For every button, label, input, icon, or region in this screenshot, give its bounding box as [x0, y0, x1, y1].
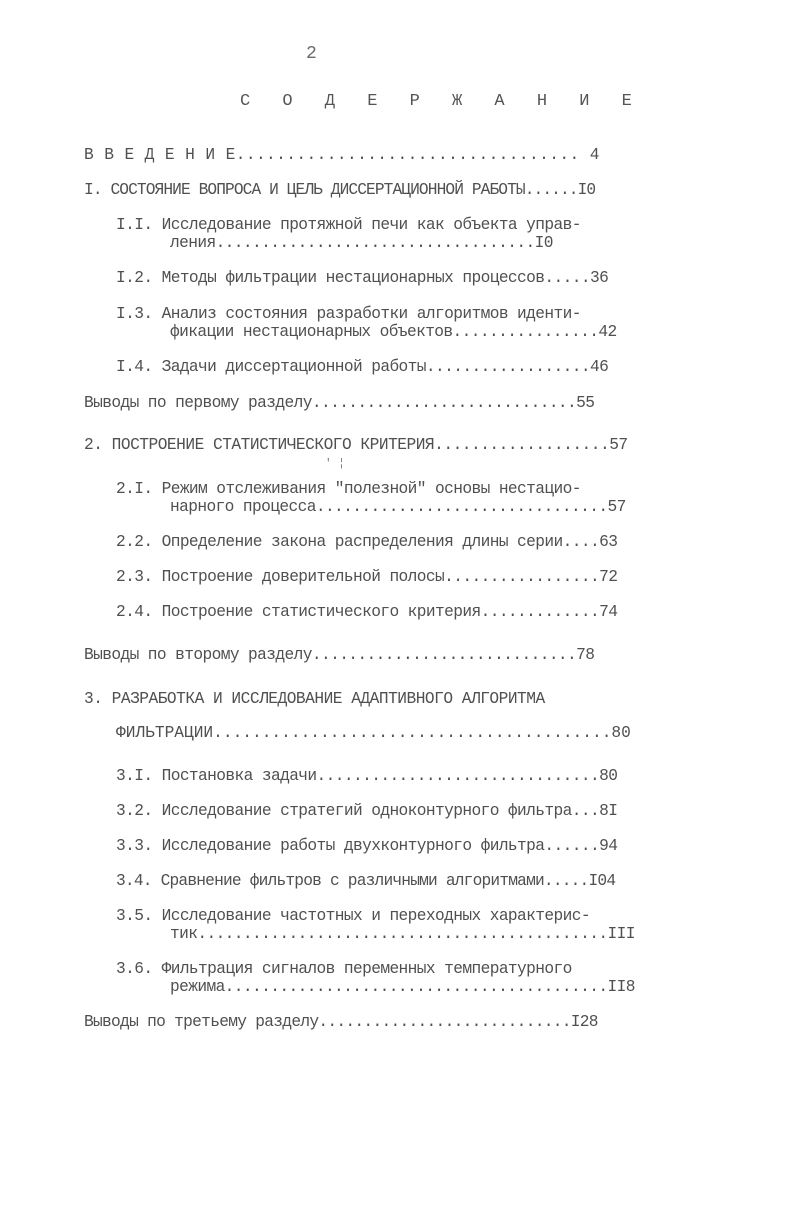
toc-entry-text: Методы фильтрации нестационарных процессов.....: [161, 269, 590, 287]
toc-page-number: 80: [611, 724, 631, 742]
toc-page-number: 57: [609, 436, 628, 454]
toc-page-number: 63: [599, 533, 618, 551]
toc-section-1-3-cont: [170, 323, 617, 341]
toc-entry-text: Задачи диссертационной работы..................: [161, 358, 590, 376]
toc-page-number: 46: [589, 358, 609, 376]
toc-section-number: 3.4.: [116, 872, 152, 890]
toc-entry-text: В В Е Д Е Н И Е..................................: [84, 146, 580, 164]
toc-section-number: 3.5.: [116, 907, 153, 925]
toc-section-3-5-cont: [170, 925, 635, 943]
page-number: 2: [306, 44, 317, 64]
toc-entry-text: Исследование протяжной печи как объекта управ-: [161, 216, 581, 234]
toc-section-number: 3.3.: [116, 837, 153, 855]
toc-section-number: 2.3.: [116, 568, 153, 586]
toc-section-2-4: [116, 603, 617, 621]
toc-section-3-3: [116, 837, 617, 855]
toc-section-3-2: [116, 802, 617, 820]
toc-conclusions-3: [84, 1013, 598, 1031]
toc-entry-text: Анализ состояния разработки алгоритмов иденти-: [161, 305, 581, 323]
toc-page-number: 42: [598, 323, 617, 341]
toc-entry-text: тик.............................................: [170, 925, 608, 943]
toc-section-3-1: [116, 767, 617, 785]
toc-section-number: 2.2.: [116, 533, 153, 551]
toc-page-number: 8I: [599, 802, 618, 820]
toc-section-2-1: [116, 480, 581, 498]
toc-section-number: 2.4.: [116, 603, 153, 621]
toc-entry-text: режима..........................................: [170, 978, 608, 996]
toc-section-number: 3.6.: [116, 960, 153, 978]
toc-entry-text: Исследование стратегий одноконтурного фильтра...: [161, 802, 600, 820]
toc-entry-text: фикации нестационарных объектов................: [170, 323, 599, 341]
toc-section-1-3: [116, 305, 581, 323]
toc-page-number: 80: [599, 767, 618, 785]
toc-page-number: I0: [534, 234, 553, 252]
toc-section-1-2: [116, 269, 608, 287]
toc-section-2-1-cont: [170, 498, 626, 516]
toc-page-number: 94: [599, 837, 618, 855]
toc-section-3-6: [116, 960, 572, 978]
toc-page-number: I0: [577, 181, 596, 199]
toc-page-number: I04: [588, 872, 616, 890]
toc-page-number: 55: [576, 394, 595, 412]
toc-page-number: 74: [599, 603, 618, 621]
toc-section-number: 2.I.: [116, 480, 153, 498]
toc-entry-text: Выводы по третьему разделу............................: [84, 1013, 571, 1031]
toc-chapter-2: [84, 436, 628, 454]
toc-section-3-5: [116, 907, 590, 925]
toc-entry-text: Сравнение фильтров с различными алгоритмами.....: [160, 872, 589, 890]
toc-entry-text: Исследование работы двухконтурного фильтра......: [161, 837, 600, 855]
toc-section-number: 3.2.: [116, 802, 153, 820]
toc-entry-text: Выводы по второму разделу.............................: [84, 646, 577, 664]
toc-page-number: II8: [607, 978, 635, 996]
toc-section-1-1: [116, 216, 581, 234]
stray-mark: ' ¦: [325, 458, 345, 470]
toc-chapter-3-cont: [116, 724, 631, 742]
toc-page-number: 72: [599, 568, 618, 586]
toc-conclusions-2: [84, 646, 594, 664]
toc-entry-text: Построение доверительной полосы.................: [161, 568, 600, 586]
toc-section-number: 3.I.: [116, 767, 153, 785]
toc-page-number: 78: [576, 646, 595, 664]
toc-section-1-4: [116, 358, 608, 376]
toc-entry-text: 2. ПОСТРОЕНИЕ СТАТИСТИЧЕСКОГО КРИТЕРИЯ...................: [84, 436, 610, 454]
toc-entry-text: ФИЛЬТРАЦИИ.........................................: [116, 724, 612, 742]
toc-chapter-3: [84, 690, 545, 708]
toc-entry-text: Выводы по первому разделу.............................: [84, 394, 577, 412]
toc-entry-text: нарного процесса................................: [170, 498, 608, 516]
toc-page-number: I28: [570, 1013, 598, 1031]
page-title: С О Д Е Р Ж А Н И Е: [240, 92, 643, 111]
toc-section-3-6-cont: [170, 978, 635, 996]
toc-section-number: I.3.: [116, 305, 153, 323]
toc-page-number: 4: [579, 146, 600, 164]
toc-entry-text: Режим отслеживания "полезной" основы нестацио-: [161, 480, 581, 498]
toc-section-number: I.2.: [116, 269, 153, 287]
toc-section-2-3: [116, 568, 617, 586]
toc-entry-text: ления...................................: [170, 234, 535, 252]
toc-chapter-1: [84, 181, 595, 199]
toc-section-1-1-cont: [170, 234, 553, 252]
toc-entry-text: Построение статистического критерия.............: [161, 603, 600, 621]
toc-entry-text: 3. РАЗРАБОТКА И ИССЛЕДОВАНИЕ АДАПТИВНОГО АЛГОРИТМА: [84, 690, 545, 708]
toc-section-2-2: [116, 533, 617, 551]
toc-entry-text: Постановка задачи...............................: [161, 767, 600, 785]
toc-section-number: I.I.: [116, 216, 153, 234]
toc-section-number: I.4.: [116, 358, 153, 376]
toc-page-number: III: [607, 925, 635, 943]
toc-entry-intro: [84, 146, 600, 164]
toc-page-number: 36: [589, 269, 609, 287]
toc-entry-text: I. СОСТОЯНИЕ ВОПРОСА И ЦЕЛЬ ДИССЕРТАЦИОННОЙ РАБОТЫ......: [84, 181, 578, 199]
toc-entry-text: Исследование частотных и переходных характерис-: [161, 907, 590, 925]
toc-entry-text: Фильтрация сигналов переменных температурного: [161, 960, 572, 978]
toc-conclusions-1: [84, 394, 594, 412]
toc-section-3-4: [116, 872, 615, 890]
toc-entry-text: Определение закона распределения длины серии....: [161, 533, 600, 551]
toc-page-number: 57: [607, 498, 626, 516]
